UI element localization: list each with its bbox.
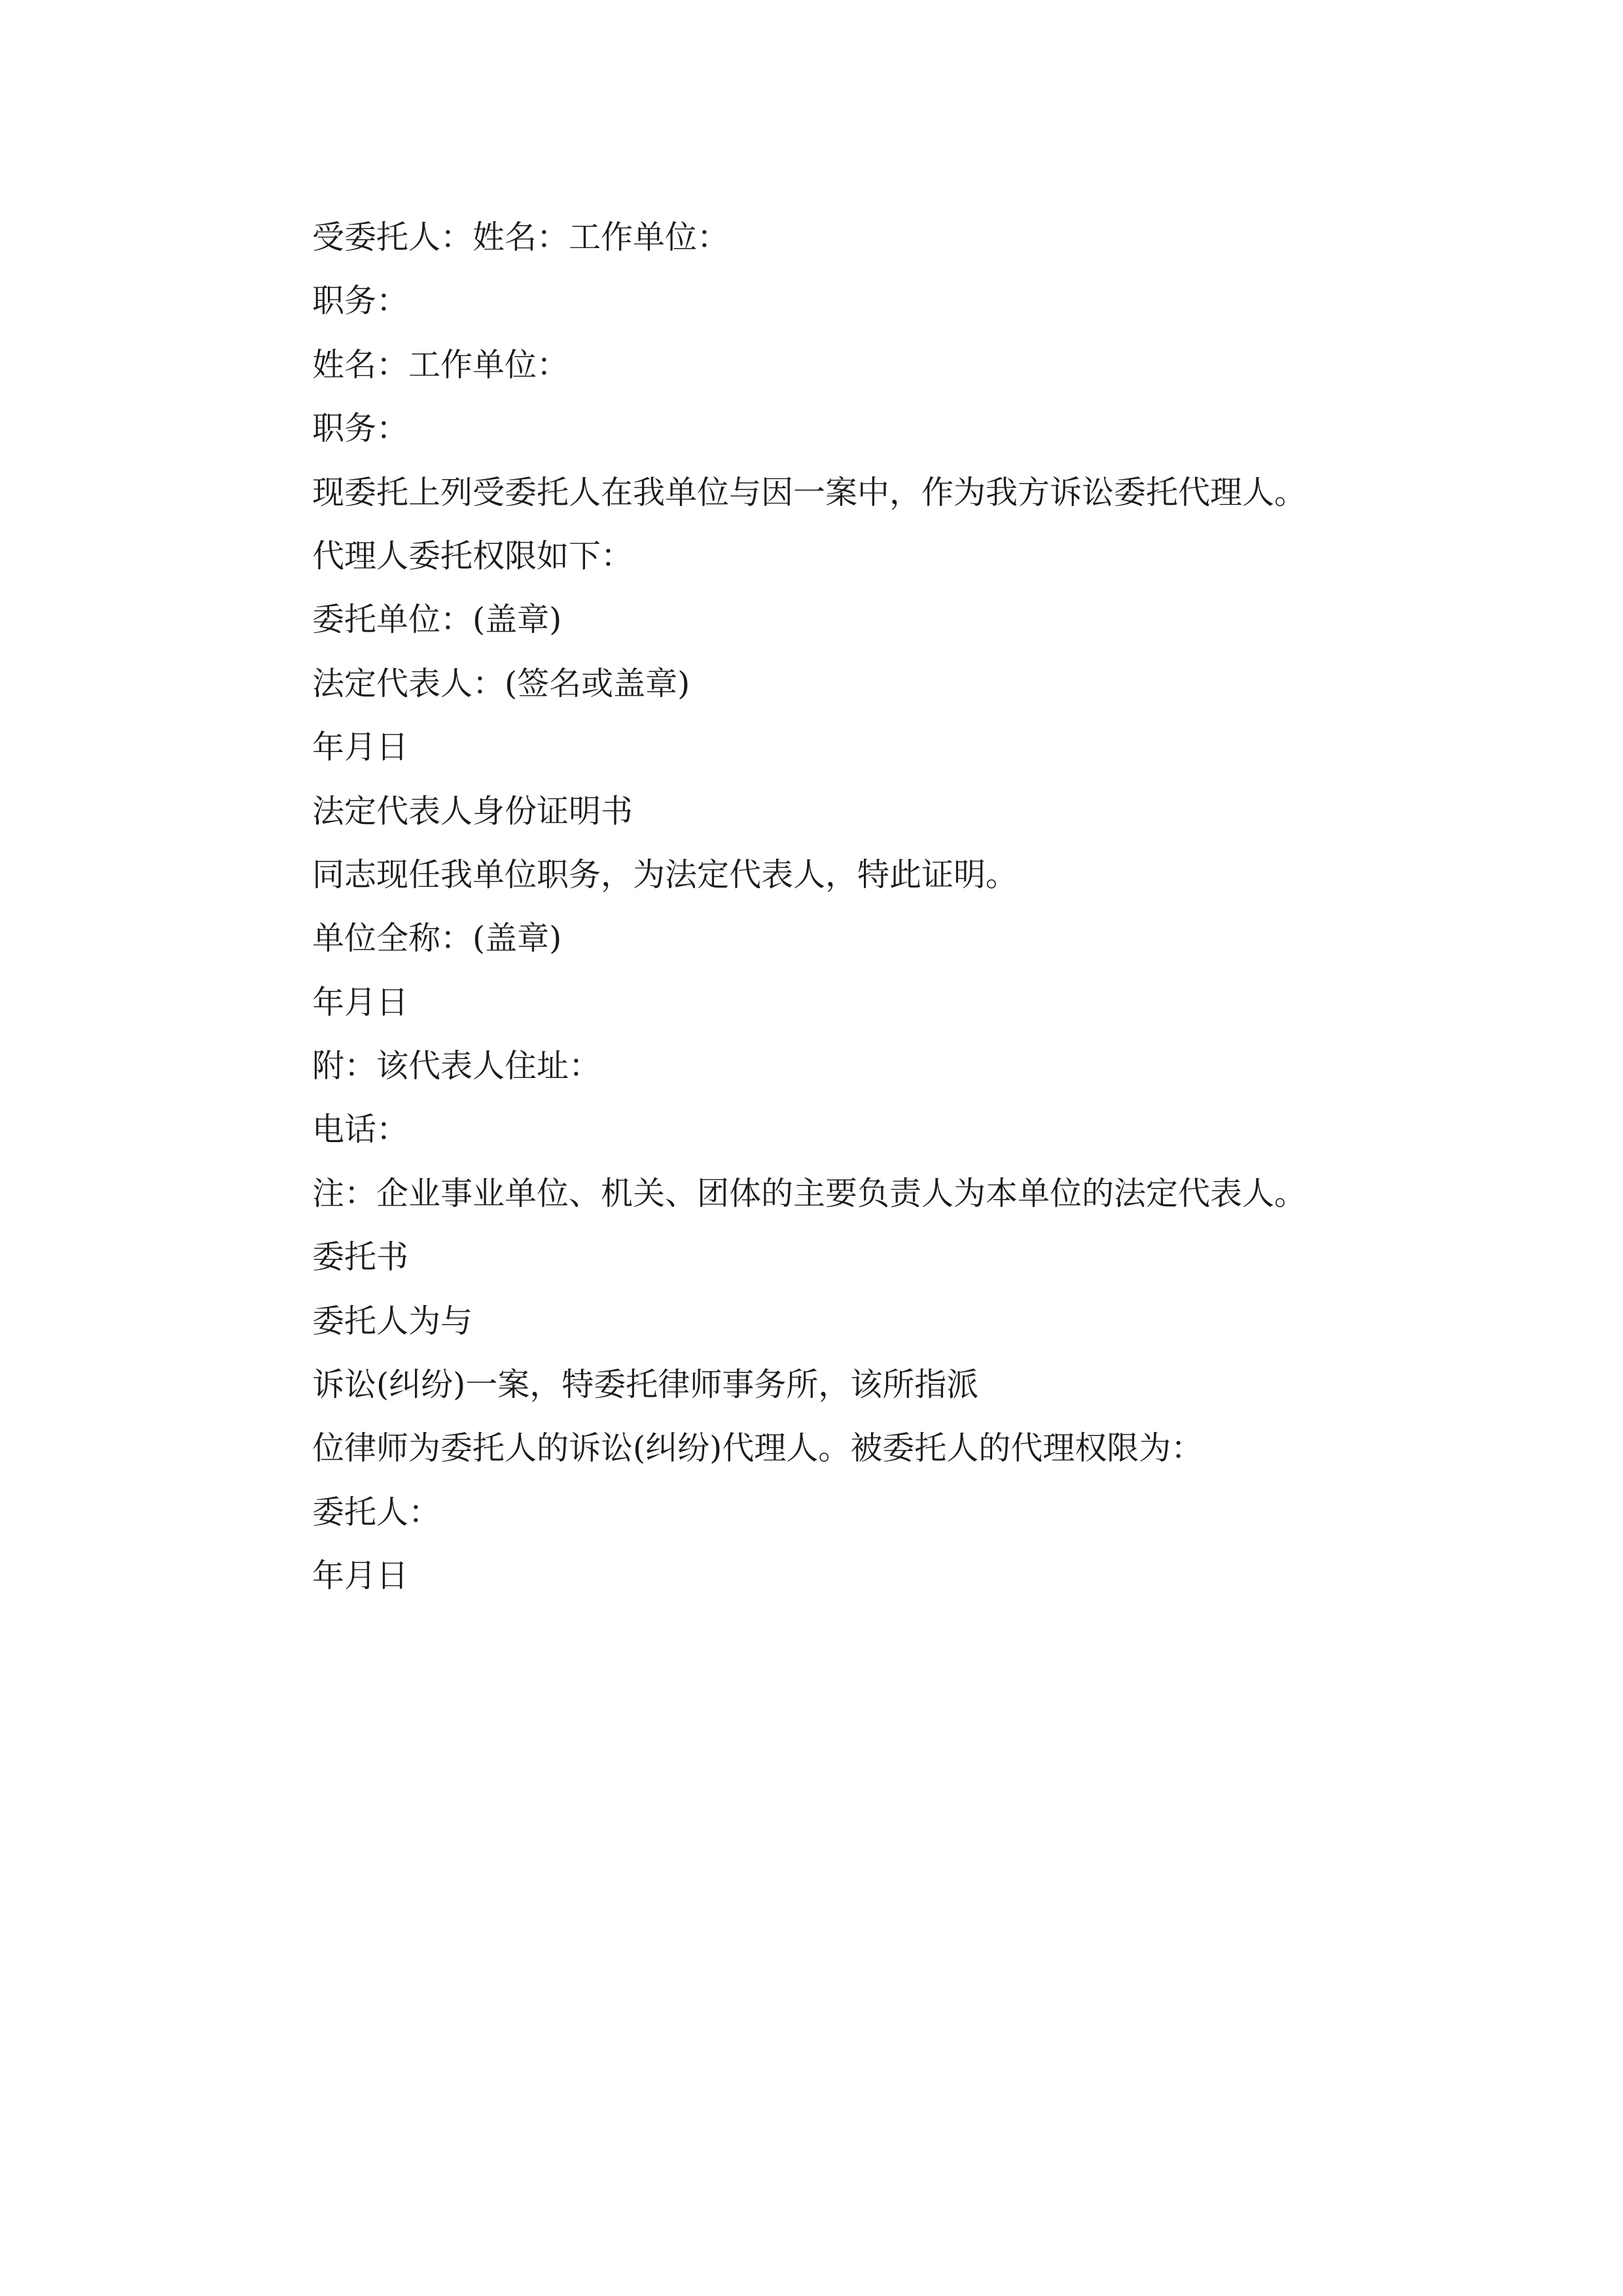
note-line: 注：企业事业单位、机关、团体的主要负责人为本单位的法定代表人。 bbox=[312, 1174, 1307, 1212]
trustee-position-line: 职务： bbox=[312, 282, 409, 320]
power-of-attorney-title: 委托书 bbox=[312, 1238, 409, 1276]
entrusting-unit-seal-line: 委托单位：(盖章) bbox=[312, 601, 562, 639]
date-line: 年月日 bbox=[312, 728, 409, 766]
lawyer-agent-authority-line: 位律师为委托人的诉讼(纠纷)代理人。被委托人的代理权限为： bbox=[312, 1429, 1204, 1467]
unit-full-name-seal-line: 单位全称：(盖章) bbox=[312, 920, 562, 958]
phone-line: 电话： bbox=[312, 1111, 409, 1149]
identity-certificate-title: 法定代表人身份证明书 bbox=[312, 792, 633, 830]
legal-representative-signature-line: 法定代表人：(签名或盖章) bbox=[312, 664, 690, 702]
second-trustee-position-line: 职务： bbox=[312, 410, 409, 448]
second-trustee-name-employer-line: 姓名：工作单位： bbox=[312, 346, 569, 384]
document-body bbox=[312, 206, 1333, 1608]
certification-statement: 同志现任我单位职务，为法定代表人，特此证明。 bbox=[312, 855, 1018, 893]
case-law-firm-line: 诉讼(纠纷)一案，特委托律师事务所，该所指派 bbox=[312, 1366, 979, 1404]
representative-address-line: 附：该代表人住址： bbox=[312, 1047, 601, 1085]
principal-signature-line: 委托人： bbox=[312, 1493, 441, 1531]
principal-parties-line: 委托人为与 bbox=[312, 1302, 473, 1340]
trustee-name-employer-line: 受委托人：姓名：工作单位： bbox=[312, 219, 730, 256]
date-line: 年月日 bbox=[312, 983, 409, 1021]
entrustment-statement: 现委托上列受委托人在我单位与因一案中，作为我方诉讼委托代理人。 bbox=[312, 473, 1307, 511]
agent-authority-heading: 代理人委托权限如下： bbox=[312, 537, 633, 575]
date-line: 年月日 bbox=[312, 1557, 409, 1595]
